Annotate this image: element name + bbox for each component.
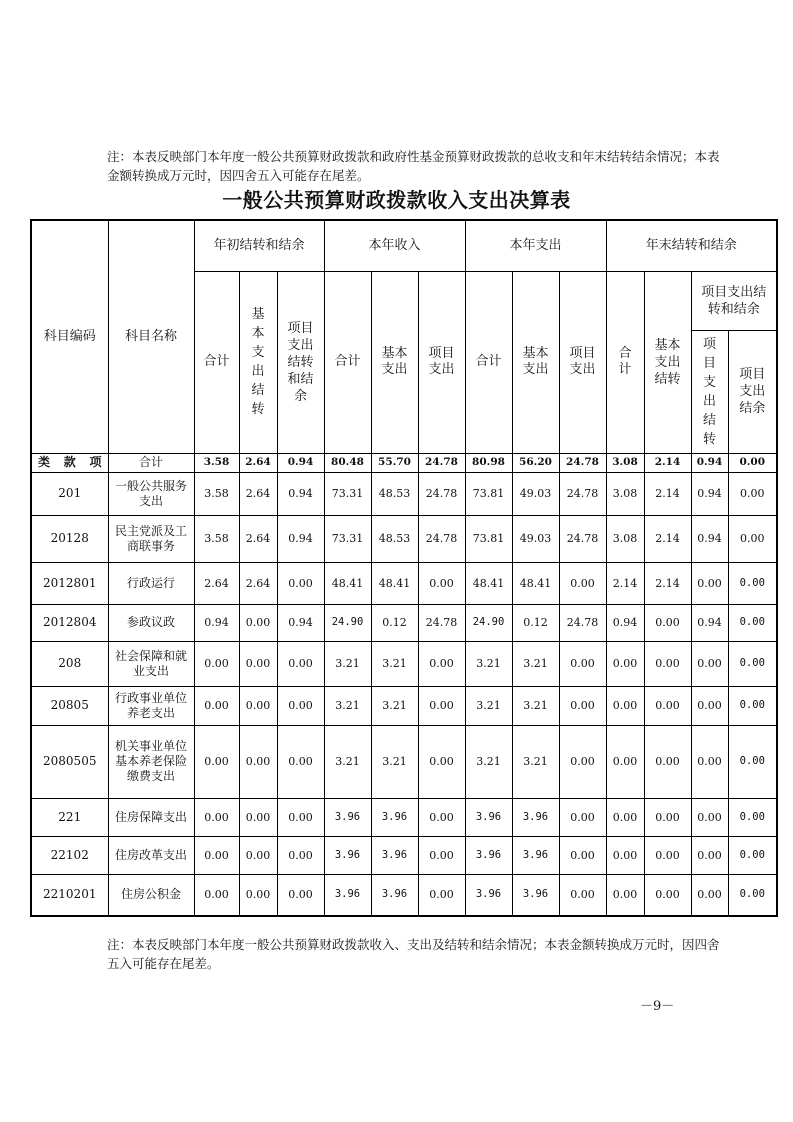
col-header-begin-total: 合计 [194,271,239,453]
value-cell: 2.64 [239,515,277,562]
group-header-begin: 年初结转和结余 [194,220,324,271]
total-cell: 2.64 [239,453,277,472]
subject-code: 2012801 [31,562,108,604]
value-cell: 2.64 [194,562,239,604]
value-cell: 0.00 [239,604,277,641]
value-cell: 73.31 [324,515,371,562]
value-cell: 0.00 [728,641,777,686]
value-cell: 0.94 [194,604,239,641]
value-cell: 0.94 [691,604,728,641]
table-row [31,641,777,686]
value-cell: 0.00 [644,874,691,916]
value-cell: 24.78 [559,515,606,562]
subject-code: 22102 [31,836,108,874]
budget-table [30,219,778,917]
total-cell: 2.14 [644,453,691,472]
col-header-expense-total: 合计 [465,271,512,453]
value-cell: 3.96 [371,798,418,836]
value-cell: 0.00 [559,686,606,725]
col-header-name: 科目名称 [108,220,194,453]
total-cell: 56.20 [512,453,559,472]
value-cell: 0.00 [277,836,324,874]
subject-code: 2080505 [31,725,108,798]
value-cell: 0.00 [606,641,644,686]
value-cell: 2.14 [606,562,644,604]
value-cell: 0.00 [728,515,777,562]
value-cell: 3.08 [606,515,644,562]
value-cell: 0.00 [691,798,728,836]
value-cell: 3.96 [324,798,371,836]
value-cell: 0.00 [239,874,277,916]
table-title: 一般公共预算财政拨款收入支出决算表 [222,188,571,212]
value-cell: 0.94 [691,472,728,515]
value-cell: 0.00 [559,725,606,798]
subject-name: 住房改革支出 [108,836,194,874]
value-cell: 0.00 [277,562,324,604]
table-row [31,515,777,562]
col-header-end-project-surplus: 项目支出结余 [728,330,777,453]
total-cell: 3.58 [194,453,239,472]
value-cell: 3.96 [512,836,559,874]
total-cell: 0.94 [277,453,324,472]
value-cell: 24.90 [465,604,512,641]
value-cell: 0.94 [277,604,324,641]
value-cell: 0.12 [371,604,418,641]
total-cell: 0.94 [691,453,728,472]
value-cell: 0.00 [277,725,324,798]
subject-code: 20128 [31,515,108,562]
value-cell: 3.96 [371,874,418,916]
value-cell: 3.21 [512,686,559,725]
value-cell: 0.00 [559,874,606,916]
value-cell: 0.00 [418,725,465,798]
value-cell: 49.03 [512,472,559,515]
group-header-expense: 本年支出 [465,220,606,271]
value-cell: 3.58 [194,472,239,515]
col-header-income-project: 项目支出 [418,271,465,453]
value-cell: 3.58 [194,515,239,562]
value-cell: 0.00 [194,798,239,836]
value-cell: 0.00 [606,874,644,916]
subject-name: 一般公共服务支出 [108,472,194,515]
value-cell: 2.14 [644,515,691,562]
value-cell: 0.00 [644,604,691,641]
value-cell: 0.94 [691,515,728,562]
table-row [31,472,777,515]
total-cell: 80.98 [465,453,512,472]
value-cell: 0.00 [691,836,728,874]
value-cell: 3.21 [324,725,371,798]
subject-code: 2012804 [31,604,108,641]
value-cell: 48.41 [465,562,512,604]
value-cell: 48.53 [371,515,418,562]
total-cell: 24.78 [418,453,465,472]
value-cell: 3.21 [465,686,512,725]
col-header-income-basic: 基本支出 [371,271,418,453]
subject-code: 201 [31,472,108,515]
value-cell: 0.00 [194,641,239,686]
group-header-end-project: 项目支出结转和结余 [691,271,777,330]
value-cell: 3.21 [465,641,512,686]
kind-label-section: 款 [63,455,76,469]
value-cell: 0.00 [418,562,465,604]
value-cell: 48.41 [371,562,418,604]
value-cell: 0.00 [418,641,465,686]
value-cell: 73.81 [465,472,512,515]
value-cell: 24.78 [418,472,465,515]
subject-name: 机关事业单位基本养老保险缴费支出 [108,725,194,798]
total-cell: 55.70 [371,453,418,472]
value-cell: 0.00 [277,686,324,725]
value-cell: 48.41 [324,562,371,604]
value-cell: 0.00 [606,798,644,836]
group-header-end: 年末结转和结余 [606,220,777,271]
value-cell: 3.96 [512,798,559,836]
col-header-end-total: 合计 [606,271,644,453]
col-header-expense-basic: 基本支出 [512,271,559,453]
total-label: 合计 [108,453,194,472]
value-cell: 0.00 [559,562,606,604]
bottom-note: 注：本表反映部门本年度一般公共预算财政拨款收入、支出及结转和结余情况；本表金额转换成万元时，因四舍五入可能存在尾差。 [107,937,720,971]
value-cell: 73.81 [465,515,512,562]
value-cell: 0.00 [418,874,465,916]
value-cell: 0.00 [644,686,691,725]
value-cell: 0.00 [277,798,324,836]
value-cell: 0.00 [691,562,728,604]
value-cell: 3.96 [512,874,559,916]
value-cell: 0.00 [644,798,691,836]
value-cell: 2.14 [644,562,691,604]
value-cell: 0.00 [194,725,239,798]
value-cell: 0.00 [728,725,777,798]
value-cell: 0.94 [277,472,324,515]
value-cell: 49.03 [512,515,559,562]
subject-name: 住房公积金 [108,874,194,916]
value-cell: 3.96 [324,874,371,916]
col-header-end-basic: 基本支出结转 [644,271,691,453]
value-cell: 24.78 [559,472,606,515]
value-cell: 3.96 [371,836,418,874]
value-cell: 3.96 [465,836,512,874]
value-cell: 2.64 [239,472,277,515]
kind-label-category: 类 [38,455,51,469]
value-cell: 24.78 [418,515,465,562]
value-cell: 0.00 [239,641,277,686]
value-cell: 0.00 [559,836,606,874]
total-cell: 3.08 [606,453,644,472]
value-cell: 0.00 [559,798,606,836]
kind-label-item: 项 [89,455,102,469]
table-row [31,604,777,641]
col-header-begin-project: 项目支出结转和结余 [277,271,324,453]
value-cell: 3.21 [324,686,371,725]
value-cell: 3.21 [512,641,559,686]
value-cell: 0.00 [691,725,728,798]
value-cell: 0.00 [728,686,777,725]
value-cell: 0.00 [728,798,777,836]
value-cell: 0.00 [239,686,277,725]
subject-code: 2210201 [31,874,108,916]
subject-code: 208 [31,641,108,686]
value-cell: 2.64 [239,562,277,604]
subject-code: 20805 [31,686,108,725]
table-row [31,836,777,874]
table-row [31,798,777,836]
total-cell: 80.48 [324,453,371,472]
value-cell: 0.00 [728,874,777,916]
subject-name: 住房保障支出 [108,798,194,836]
value-cell: 3.21 [512,725,559,798]
total-cell: 0.00 [728,453,777,472]
value-cell: 0.00 [418,686,465,725]
col-header-income-total: 合计 [324,271,371,453]
value-cell: 3.21 [324,641,371,686]
col-header-expense-project: 项目支出 [559,271,606,453]
total-cell: 24.78 [559,453,606,472]
value-cell: 0.00 [418,798,465,836]
col-header-begin-basic: 基本支出结转 [239,271,277,453]
value-cell: 3.96 [465,798,512,836]
value-cell: 0.00 [644,836,691,874]
value-cell: 0.00 [194,874,239,916]
value-cell: 3.96 [465,874,512,916]
value-cell: 0.00 [691,874,728,916]
value-cell: 2.14 [644,472,691,515]
group-header-income: 本年收入 [324,220,465,271]
value-cell: 3.21 [371,725,418,798]
value-cell: 0.12 [512,604,559,641]
col-header-end-project-carry: 项目支出结转 [691,330,728,453]
value-cell: 0.00 [728,604,777,641]
value-cell: 0.00 [691,686,728,725]
value-cell: 48.53 [371,472,418,515]
value-cell: 3.21 [371,686,418,725]
value-cell: 3.21 [371,641,418,686]
value-cell: 0.00 [728,562,777,604]
value-cell: 3.96 [324,836,371,874]
value-cell: 0.00 [606,836,644,874]
subject-code: 221 [31,798,108,836]
value-cell: 24.78 [418,604,465,641]
value-cell: 0.00 [239,725,277,798]
value-cell: 0.00 [239,836,277,874]
subject-name: 行政运行 [108,562,194,604]
value-cell: 0.00 [606,686,644,725]
kind-labels [31,453,108,472]
value-cell: 0.00 [194,686,239,725]
value-cell: 0.00 [277,641,324,686]
value-cell: 0.00 [239,798,277,836]
value-cell: 0.00 [277,874,324,916]
subject-name: 行政事业单位养老支出 [108,686,194,725]
value-cell: 3.08 [606,472,644,515]
subject-name: 民主党派及工商联事务 [108,515,194,562]
value-cell: 0.00 [418,836,465,874]
total-row [31,453,777,472]
value-cell: 0.00 [691,641,728,686]
value-cell: 73.31 [324,472,371,515]
table-row [31,874,777,916]
value-cell: 24.90 [324,604,371,641]
table-row [31,686,777,725]
value-cell: 24.78 [559,604,606,641]
value-cell: 0.00 [728,836,777,874]
value-cell: 48.41 [512,562,559,604]
col-header-code: 科目编码 [31,220,108,453]
value-cell: 0.00 [644,641,691,686]
value-cell: 3.21 [465,725,512,798]
value-cell: 0.00 [644,725,691,798]
top-note: 注：本表反映部门本年度一般公共预算财政拨款和政府性基金预算财政拨款的总收支和年末结转结余情况；本表金额转换成万元时，因四舍五入可能存在尾差。 [107,149,720,183]
subject-name: 社会保障和就业支出 [108,641,194,686]
value-cell: 0.00 [728,472,777,515]
page-number: －9－ [640,999,675,1014]
value-cell: 0.00 [559,641,606,686]
value-cell: 0.00 [194,836,239,874]
value-cell: 0.00 [606,725,644,798]
value-cell: 0.94 [606,604,644,641]
subject-name: 参政议政 [108,604,194,641]
table-row [31,562,777,604]
table-row [31,725,777,798]
value-cell: 0.94 [277,515,324,562]
